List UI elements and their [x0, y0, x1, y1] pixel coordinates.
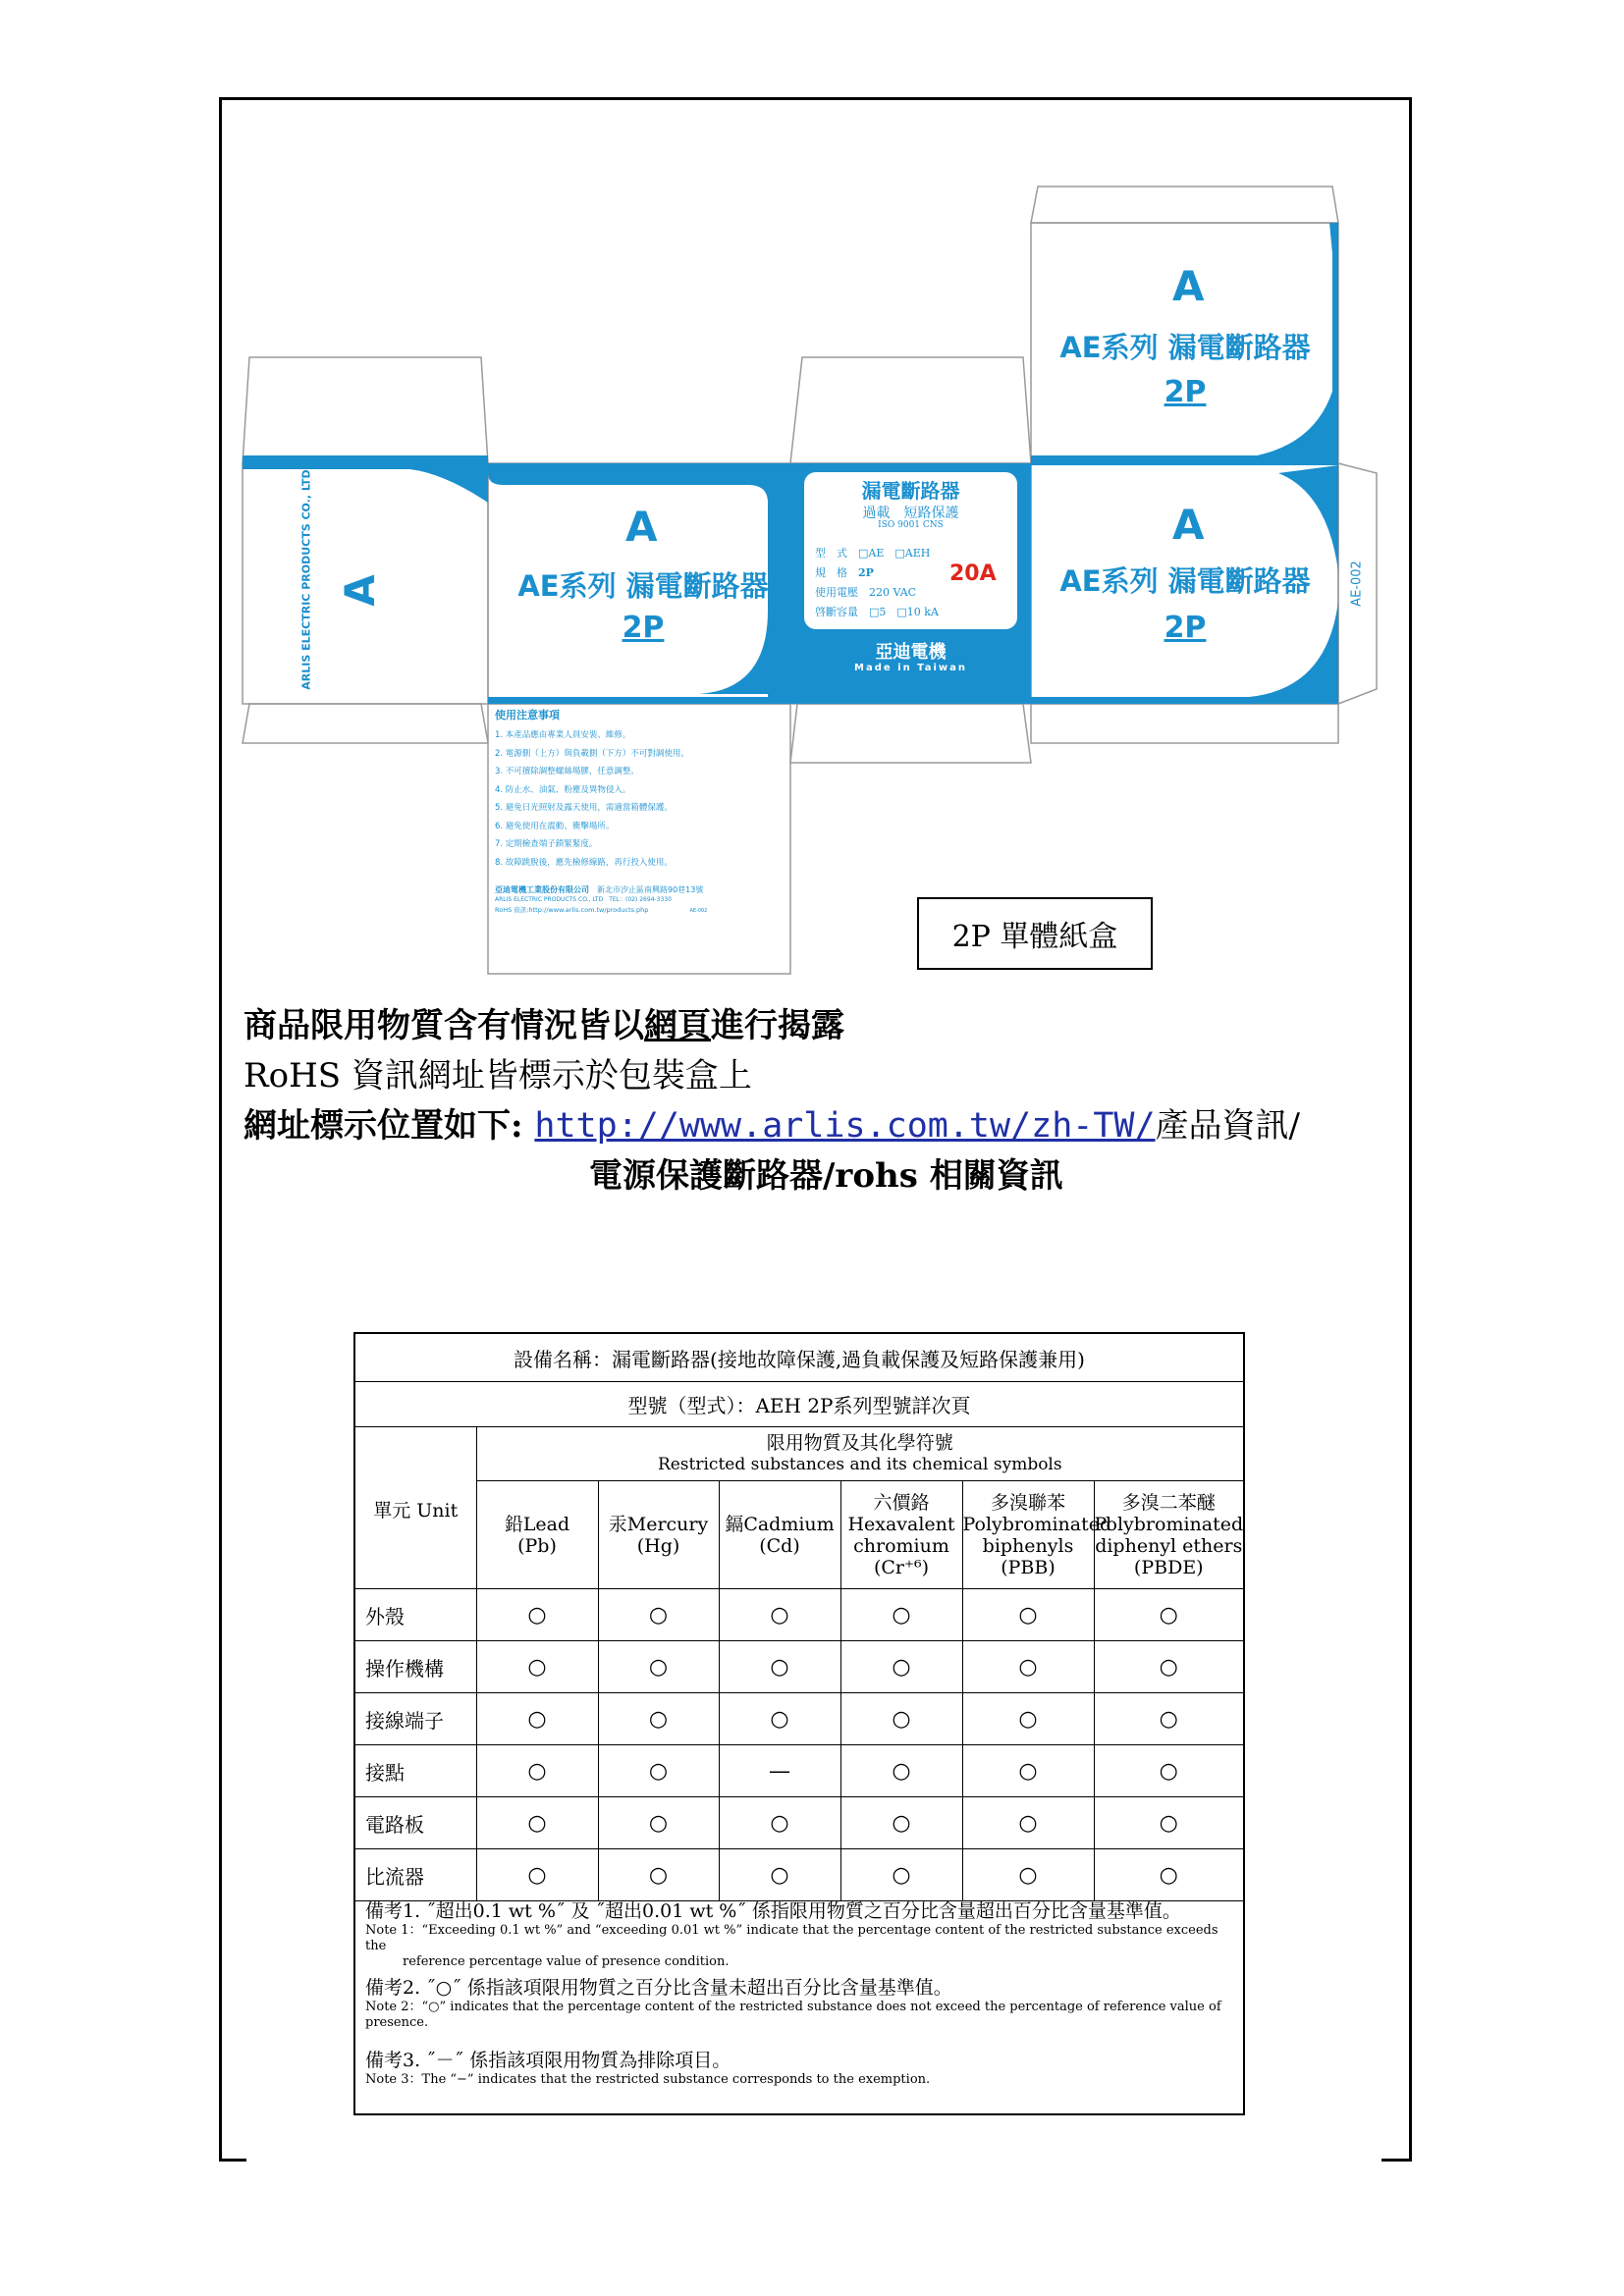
note-item: 2. 電源側（上方）與負載側（下方）不可對調使用。 — [495, 748, 689, 759]
company-tel: TEL：(02) 2694-3330 — [609, 896, 672, 903]
box-caption: 2P 單體紙盒 — [917, 897, 1153, 970]
col-pbb — [962, 1481, 1112, 1589]
spec-val: 2P — [858, 566, 874, 579]
note-item: 6. 避免使用在震動、衝擊場所。 — [495, 821, 615, 831]
substance-grid — [355, 1426, 1243, 1901]
cell-mark: ○ — [598, 1641, 719, 1693]
note-1-en-cont: reference percentage value of presence condition. — [403, 1954, 730, 1969]
cell-mark: ○ — [1094, 1589, 1243, 1641]
statement-text: 進行揭露 — [711, 1006, 844, 1045]
cell-mark: ○ — [598, 1849, 719, 1901]
spec-val: □AE □AEH — [858, 547, 931, 560]
cell-mark: ○ — [476, 1693, 598, 1745]
label-amp: 20A — [949, 561, 997, 586]
statement-line-2: RoHS 資訊網址皆標示於包裝盒上 — [244, 1056, 752, 1095]
note-item: 8. 故障跳脫後，應先檢修線路，再行投入使用。 — [495, 857, 673, 868]
table-row — [355, 1589, 1243, 1641]
row-label: 外殼 — [355, 1589, 476, 1641]
spec-key: 型 式 — [815, 547, 847, 560]
label-title: 漏電斷路器 — [861, 479, 960, 503]
rohs-statements — [244, 1001, 1300, 1201]
unit-header: 單元 Unit — [355, 1427, 476, 1589]
cell-mark: ○ — [840, 1797, 962, 1849]
spec-key: 使用電壓 — [815, 586, 858, 599]
col-symbol: (Cd) — [759, 1534, 800, 1557]
col-lead — [476, 1481, 598, 1589]
cell-mark: ○ — [962, 1849, 1094, 1901]
note-1-en: Note 1：“Exceeding 0.1 wt %” and “exceeding 0.01 wt %” indicate that the percentage content of the restricted substance exceeds the — [365, 1923, 1218, 1953]
front-series-title: AE系列 漏電斷路器 — [517, 569, 769, 603]
spec-key: 規 格 — [815, 566, 847, 579]
col-pbde — [1094, 1481, 1243, 1589]
statement-line-3 — [244, 1101, 1300, 1151]
cell-mark: ○ — [476, 1849, 598, 1901]
table-row — [355, 1849, 1243, 1901]
cell-mark: ○ — [598, 1693, 719, 1745]
cell-mark: ○ — [962, 1797, 1094, 1849]
box-dieline — [238, 179, 1386, 984]
cell-mark: ○ — [719, 1797, 840, 1849]
note-1-cn: 備考1. ˝超出0.1 wt %˝ 及 ˝超出0.01 wt %˝ 係指限用物質之百分比含量超出百分比含量基準值。 — [365, 1900, 1181, 1922]
website-link[interactable]: http://www.arlis.com.tw/zh-TW/ — [534, 1106, 1156, 1146]
note-item: 3. 不可擅除調整螺絲場膠，任意調整。 — [495, 767, 639, 776]
label-made: Made in Taiwan — [854, 663, 967, 673]
rohs-url-small: RoHS 資訊:http://www.arlis.com.tw/products.php — [495, 906, 649, 914]
statement-text: 產品資訊/ — [1155, 1106, 1301, 1146]
spec-key: 啓斷容量 — [815, 606, 858, 618]
company-addr: 新北市汐止區南興路90巷13號 — [597, 885, 704, 894]
col-symbol: (Pb) — [517, 1534, 557, 1557]
substance-group-header — [476, 1427, 1243, 1481]
note-item: 4. 防止水、油氣、粉塵及異物侵入。 — [495, 784, 631, 795]
label-subtitle: 過載 短路保護 — [862, 506, 959, 521]
cell-mark: ○ — [962, 1641, 1094, 1693]
side-company-name: ARLIS ELECTRIC PRODUCTS CO., LTD — [299, 469, 313, 690]
col-name: 鉛Lead — [504, 1513, 570, 1535]
cell-mark: ○ — [840, 1589, 962, 1641]
col-name: 六價鉻 — [873, 1491, 930, 1514]
cell-mark: ○ — [840, 1849, 962, 1901]
notes-list — [495, 726, 785, 872]
cell-mark: ○ — [719, 1849, 840, 1901]
model-name: 型號（型式）：AEH 2P系列型號詳次頁 — [355, 1381, 1243, 1427]
col-name-en: Polybrominated — [1094, 1513, 1244, 1535]
cell-mark: ○ — [1094, 1797, 1243, 1849]
col-name-en: Hexavalent — [847, 1513, 955, 1535]
cell-mark: ○ — [598, 1745, 719, 1797]
side-code: AE-002 — [1349, 561, 1365, 607]
row-label: 電路板 — [355, 1797, 476, 1849]
group-en: Restricted substances and its chemical symbols — [657, 1455, 1062, 1474]
table-row — [355, 1693, 1243, 1745]
small-code: AE-002 — [689, 908, 708, 914]
col-symbol: (PBDE) — [1133, 1556, 1204, 1578]
note-item: 1. 本產品應由專業人員安裝、維修。 — [495, 730, 631, 740]
col-chromium — [840, 1481, 962, 1589]
note-3-cn: 備考3. ˝－˝ 係指該項限用物質為排除項目。 — [365, 2050, 731, 2071]
col-name: 多溴聯苯 — [990, 1491, 1065, 1514]
statement-underline: 網頁 — [644, 1006, 711, 1045]
frame-corner-left — [219, 2159, 246, 2162]
col-name-en: biphenyls — [982, 1534, 1074, 1557]
cell-mark: ○ — [719, 1589, 840, 1641]
col-cadmium — [719, 1481, 840, 1589]
group-cn: 限用物質及其化學符號 — [766, 1432, 953, 1454]
cell-mark: ○ — [1094, 1745, 1243, 1797]
row-label: 比流器 — [355, 1849, 476, 1901]
right-pole: 2P — [1164, 611, 1207, 645]
cell-mark: ○ — [962, 1745, 1094, 1797]
note-2-cn: 備考2. ˝○˝ 係指該項限用物質之百分比含量未超出百分比含量基準值。 — [365, 1977, 952, 1999]
col-name-en: diphenyl ethers — [1095, 1534, 1243, 1557]
cell-mark: ○ — [840, 1641, 962, 1693]
col-symbol: (Hg) — [636, 1534, 680, 1557]
table-row — [355, 1797, 1243, 1849]
statement-line-4: 電源保護斷路器/rohs 相關資訊 — [589, 1156, 1063, 1196]
statement-line-1 — [244, 1001, 1300, 1051]
rohs-table — [353, 1332, 1245, 2115]
company-en: ARLIS ELECTRIC PRODUCTS CO., LTD — [495, 896, 604, 903]
cell-mark: ○ — [962, 1693, 1094, 1745]
row-label: 接線端子 — [355, 1693, 476, 1745]
cell-mark: ○ — [840, 1693, 962, 1745]
cell-mark: ○ — [1094, 1693, 1243, 1745]
col-name: 鎘Cadmium — [725, 1513, 835, 1535]
company-block — [495, 885, 785, 916]
notes-panel — [495, 707, 785, 916]
label-brand-text: 亞迪電機 — [875, 642, 947, 663]
front-pole: 2P — [622, 611, 665, 645]
table-row — [355, 1641, 1243, 1693]
spec-val: 220 VAC — [869, 586, 917, 599]
note-item: 7. 定期檢查端子鎖緊緊度。 — [495, 839, 598, 849]
right-series-title: AE系列 漏電斷路器 — [1059, 564, 1311, 598]
cell-mark: ○ — [719, 1693, 840, 1745]
top-series-title: AE系列 漏電斷路器 — [1059, 331, 1311, 364]
col-mercury — [598, 1481, 719, 1589]
col-symbol: (Cr⁺⁶) — [873, 1556, 930, 1578]
table-notes — [365, 1899, 1239, 2088]
cell-mark: ○ — [476, 1641, 598, 1693]
logo-a-icon: A — [1172, 262, 1205, 310]
col-name-en: chromium — [853, 1534, 949, 1557]
label-brand — [804, 638, 1017, 664]
note-3-en: Note 3：The “−” indicates that the restricted substance corresponds to the exemption. — [365, 2072, 931, 2087]
cell-mark: ○ — [476, 1797, 598, 1849]
notes-title: 使用注意事項 — [495, 709, 560, 721]
label-iso: ISO 9001 CNS — [878, 520, 944, 530]
cell-mark: ○ — [476, 1589, 598, 1641]
col-name: 多溴二苯醚 — [1121, 1491, 1216, 1514]
col-symbol: (PBB) — [1001, 1556, 1056, 1578]
cell-mark: ○ — [840, 1745, 962, 1797]
spec-val: □5 □10 kA — [869, 606, 939, 618]
row-label: 接點 — [355, 1745, 476, 1797]
cell-mark: ○ — [476, 1745, 598, 1797]
logo-a-icon: A — [335, 574, 384, 607]
row-label: 操作機構 — [355, 1641, 476, 1693]
statement-text: 網址標示位置如下: — [244, 1106, 523, 1146]
table-row — [355, 1745, 1243, 1797]
logo-a-icon: A — [625, 503, 658, 551]
label-spec-list — [815, 544, 939, 622]
frame-corner-right — [1381, 2159, 1409, 2162]
logo-a-icon: A — [1172, 501, 1205, 549]
cell-mark: ○ — [598, 1589, 719, 1641]
cell-mark: ○ — [719, 1641, 840, 1693]
company-cn: 亞迪電機工業股份有限公司 — [495, 885, 589, 894]
note-2-en: Note 2：“○” indicates that the percentage content of the restricted substance does not exceed the percentage of reference value of presence. — [365, 2000, 1221, 2030]
col-name: 汞Mercury — [608, 1513, 709, 1535]
cell-mark: ○ — [1094, 1849, 1243, 1901]
col-name-en: Polybrominated — [962, 1513, 1112, 1535]
note-item: 5. 避免日光照射及露天使用，需適當箱體保護。 — [495, 803, 673, 813]
top-pole: 2P — [1164, 375, 1207, 409]
cell-mark: ○ — [598, 1797, 719, 1849]
cell-mark: ○ — [962, 1589, 1094, 1641]
equipment-name: 設備名稱：漏電斷路器(接地故障保護,過負載保護及短路保護兼用) — [355, 1334, 1243, 1382]
statement-text: 商品限用物質含有情況皆以 — [244, 1006, 644, 1045]
cell-mark: ○ — [1094, 1641, 1243, 1693]
cell-mark: — — [719, 1745, 840, 1797]
